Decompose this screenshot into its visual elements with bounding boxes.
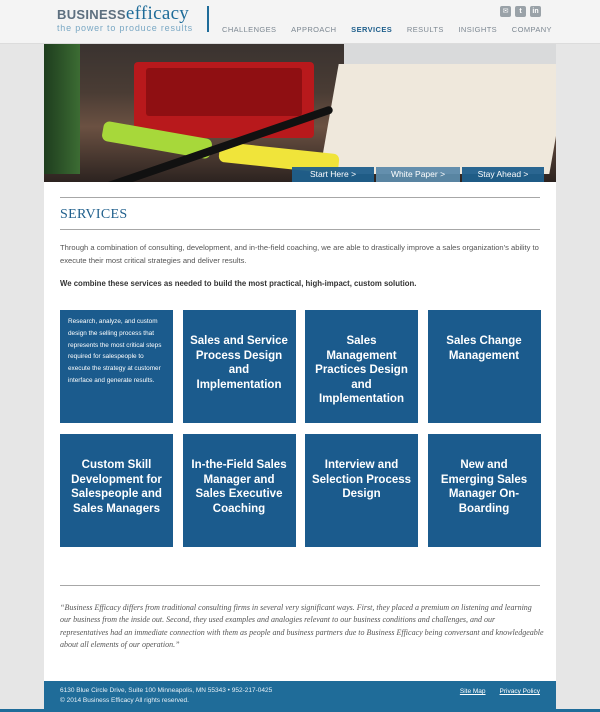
services-grid: [60, 310, 541, 547]
service-tile-interview-selection[interactable]: Interview and Selection Process Design: [305, 434, 418, 547]
service-tile-sales-service-process[interactable]: Sales and Service Process Design and Implementation: [183, 310, 296, 423]
service-tile-custom-skill-development[interactable]: Custom Skill Development for Salespeople and Sales Managers: [60, 434, 173, 547]
main-nav: [222, 25, 552, 34]
linkedin-icon[interactable]: in: [530, 6, 541, 17]
footer-copyright: © 2014 Business Efficacy All rights reserved.: [60, 697, 189, 704]
site-map-link[interactable]: Site Map: [459, 688, 486, 695]
white-paper-button[interactable]: White Paper >: [376, 167, 460, 182]
nav-insights[interactable]: INSIGHTS: [458, 25, 498, 34]
social-links: [500, 6, 541, 17]
hero-paper: [319, 64, 556, 174]
hero-mug: [44, 44, 80, 174]
service-tile-in-the-field-coaching[interactable]: In-the-Field Sales Manager and Sales Executive Coaching: [183, 434, 296, 547]
nav-services[interactable]: SERVICES: [351, 25, 393, 34]
hero-tabs: [292, 167, 544, 182]
stay-ahead-button[interactable]: Stay Ahead >: [462, 167, 544, 182]
service-tile-manager-onboarding[interactable]: New and Emerging Sales Manager On-Boarding: [428, 434, 541, 547]
service-description-tile: Research, analyze, and custom design the selling process that represents the most critical steps required for salespeople to execute the strategy at customer interface and generate results.: [60, 310, 173, 423]
logo[interactable]: [57, 3, 193, 33]
nav-results[interactable]: RESULTS: [406, 25, 444, 34]
start-here-button[interactable]: Start Here >: [292, 167, 374, 182]
footer-address: 6130 Blue Circle Drive, Suite 100 Minneapolis, MN 55343 • 952-217-0425: [60, 687, 273, 694]
nav-approach[interactable]: APPROACH: [291, 25, 337, 34]
hero-red-tray-inner: [146, 68, 302, 116]
logo-part1: BUSINESS: [57, 7, 126, 22]
divider-title: [60, 229, 540, 230]
site-footer: [44, 681, 556, 709]
nav-challenges[interactable]: CHALLENGES: [222, 25, 277, 34]
footer-address-block: [60, 686, 272, 706]
twitter-icon[interactable]: t: [515, 6, 526, 17]
hero-image: [44, 44, 556, 182]
summary-text: We combine these services as needed to build the most practical, high-impact, custom solution.: [60, 279, 417, 288]
service-tile-sales-change-management[interactable]: Sales Change Management: [428, 310, 541, 423]
privacy-policy-link[interactable]: Privacy Policy: [499, 688, 540, 695]
divider-quote: [60, 585, 540, 586]
page-title: SERVICES: [60, 207, 128, 222]
service-tile-sales-management-practices[interactable]: Sales Management Practices Design and Implementation: [305, 310, 418, 423]
intro-text: Through a combination of consulting, development, and in-the-field coaching, we are able to drastically improve a sales organization's ability to execute their most critical strategies and deliver results.: [60, 243, 539, 265]
site-header: [0, 0, 600, 44]
nav-company[interactable]: COMPANY: [511, 25, 552, 34]
logo-part2: efficacy: [125, 3, 190, 24]
divider-top: [60, 197, 540, 198]
logo-divider: [207, 6, 209, 32]
logo-wordmark: [57, 3, 193, 24]
email-icon[interactable]: ✉: [500, 6, 511, 17]
footer-links: [460, 688, 540, 695]
testimonial-quote: “Business Efficacy differs from traditional consulting firms in several very significant ways. First, they placed a premium on listening and learning our business from the inside out. Second, they used examples and analogies relevant to our business conditions and challenges, and our representatives had an immediate connection with them as people and business partners due to Business Efficacy being conversant and knowledgeable about all elements of our operation.”: [60, 603, 544, 649]
logo-tagline: the power to produce results: [57, 23, 193, 33]
